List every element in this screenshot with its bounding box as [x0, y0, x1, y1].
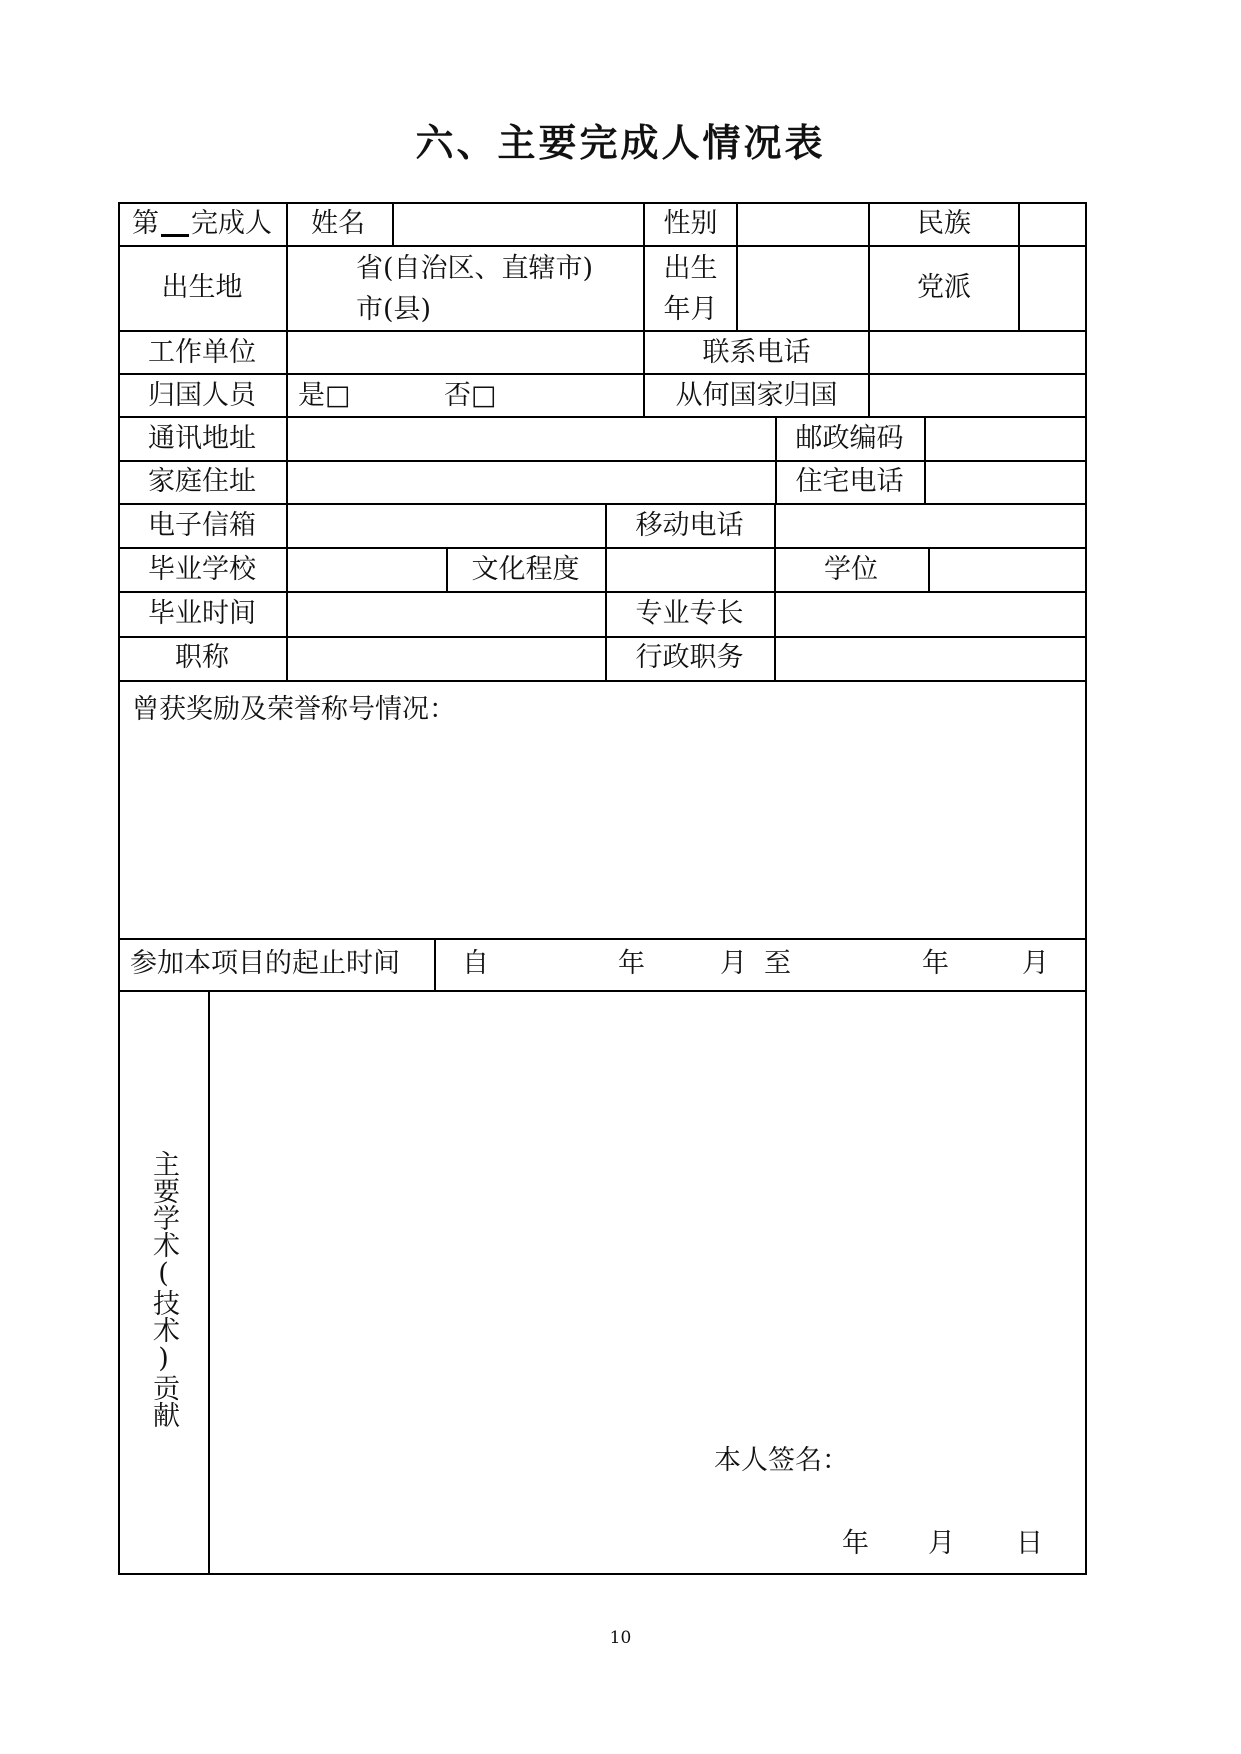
province-line: 省(自治区、直辖市): [356, 253, 594, 284]
row-divider: [118, 547, 1087, 549]
name-label: 姓名: [311, 208, 365, 239]
job-title-label: 职称: [175, 642, 229, 673]
gender-label: 性别: [663, 208, 718, 239]
birth-label-line1: 出生: [663, 253, 718, 284]
returnee-country-label: 从何国家归国: [675, 380, 838, 411]
rank-suffix: 完成人: [191, 208, 272, 239]
page-title: 六、主要完成人情况表: [415, 121, 826, 165]
completer-rank-label: [132, 209, 272, 239]
row-divider: [118, 591, 1087, 593]
col-divider: [736, 202, 738, 330]
row-divider: [118, 330, 1087, 332]
row-divider: [118, 636, 1087, 638]
work-unit-label: 工作单位: [148, 337, 256, 368]
contribution-label: 主要学术(技术)贡献: [148, 1150, 179, 1428]
period-year1: 年: [618, 948, 645, 979]
col-divider: [774, 503, 776, 680]
ethnicity-label: 民族: [917, 208, 971, 239]
rank-blank[interactable]: [161, 212, 189, 237]
row-divider: [118, 416, 1087, 418]
mobile-label: 移动电话: [635, 510, 744, 541]
education-label: 文化程度: [471, 554, 580, 585]
row-divider: [118, 245, 1087, 247]
row-divider: [118, 373, 1087, 375]
page-number: 10: [609, 1628, 632, 1648]
returnee-no-checkbox[interactable]: 否□: [444, 380, 497, 411]
degree-label: 学位: [824, 554, 878, 585]
email-label: 电子信箱: [148, 510, 256, 541]
grad-time-label: 毕业时间: [148, 598, 256, 629]
col-divider: [434, 938, 436, 990]
col-divider: [928, 547, 930, 591]
signature-label: 本人签名：: [714, 1445, 849, 1476]
period-year2: 年: [922, 948, 949, 979]
school-label: 毕业学校: [148, 554, 256, 585]
sign-year: 年: [842, 1528, 869, 1559]
period-from: 自: [462, 948, 489, 979]
sign-day: 日: [1016, 1528, 1043, 1559]
returnee-yes-checkbox[interactable]: 是□: [298, 380, 351, 411]
period-month2: 月: [1022, 948, 1049, 979]
col-divider: [924, 416, 926, 503]
col-divider: [1018, 202, 1020, 330]
row-divider: [118, 938, 1087, 940]
period-label: 参加本项目的起止时间: [130, 948, 400, 979]
home-phone-label: 住宅电话: [795, 466, 904, 497]
rank-prefix: 第: [132, 208, 159, 239]
period-month1: 月: [720, 948, 747, 979]
home-address-label: 家庭住址: [148, 466, 256, 497]
admin-post-label: 行政职务: [635, 642, 744, 673]
city-line: 市(县): [356, 294, 432, 325]
birthplace-label: 出生地: [161, 272, 243, 303]
col-divider: [208, 990, 210, 1575]
returnee-label: 归国人员: [148, 380, 256, 411]
col-divider: [286, 202, 288, 680]
specialty-label: 专业专长: [635, 598, 744, 629]
col-divider: [392, 202, 394, 245]
postcode-label: 邮政编码: [795, 423, 904, 454]
birth-label-line2: 年月: [663, 294, 718, 325]
row-divider: [118, 990, 1087, 992]
party-label: 党派: [917, 272, 971, 303]
row-divider: [118, 503, 1087, 505]
address-label: 通讯地址: [148, 423, 256, 454]
sign-month: 月: [928, 1528, 955, 1559]
period-to: 至: [764, 948, 791, 979]
contact-phone-label: 联系电话: [702, 337, 811, 368]
awards-label: 曾获奖励及荣誉称号情况：: [132, 694, 456, 725]
row-divider: [118, 460, 1087, 462]
row-divider: [118, 680, 1087, 682]
